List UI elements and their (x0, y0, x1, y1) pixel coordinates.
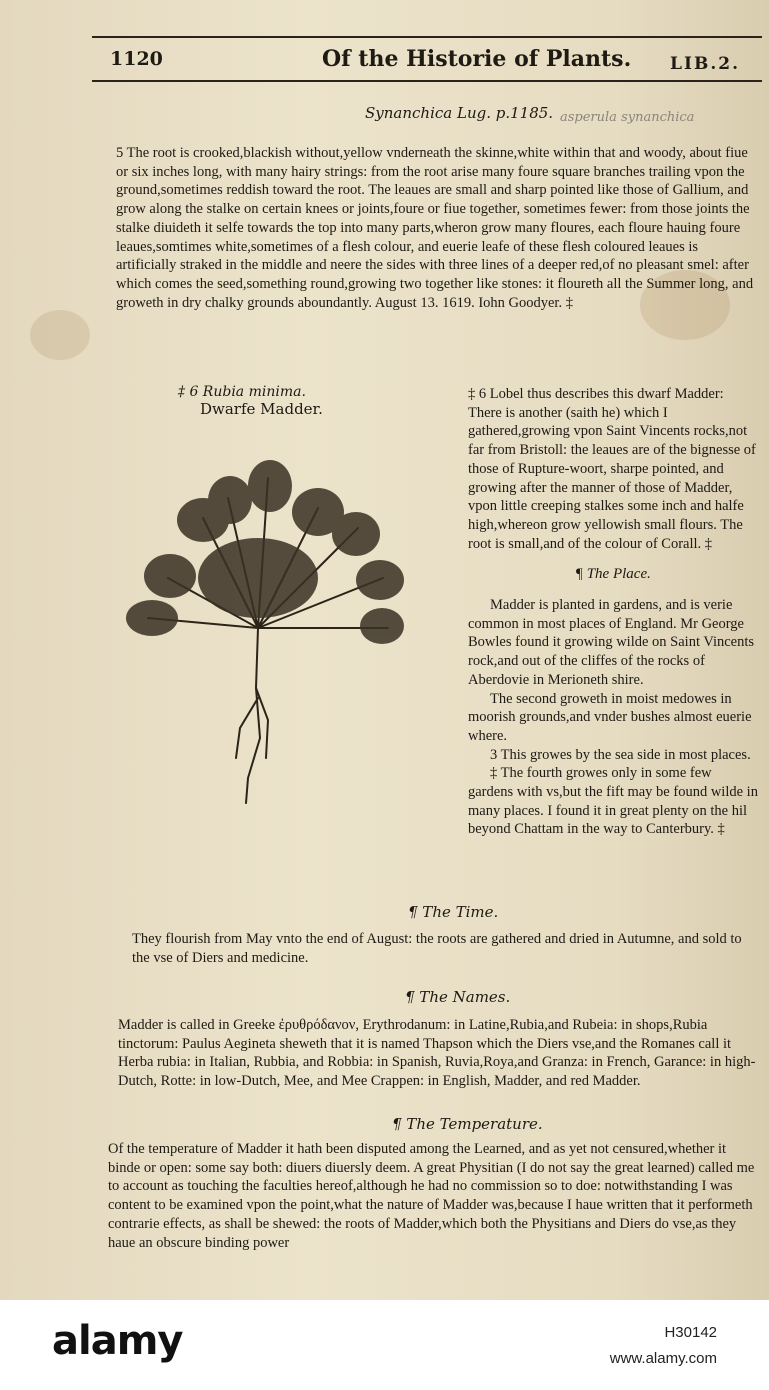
place-paragraph-3: 3 This growes by the sea side in most places. (490, 746, 751, 763)
image-id: H30142 (664, 1324, 717, 1341)
time-heading: ¶ The Time. (408, 903, 499, 921)
page-number: 1120 (110, 48, 163, 70)
caption-english: Dwarfe Madder. (200, 400, 323, 418)
place-paragraph-2: The second groweth in moist medowes in moorish grounds,and vnder bushes almost euerie where. (468, 690, 752, 744)
synonym-reference: Synanchica Lug. p.1185. (365, 104, 554, 122)
dwarf-madder-woodcut (108, 458, 408, 808)
place-heading: ¶ The Place. (575, 566, 651, 583)
names-heading: ¶ The Names. (405, 988, 511, 1006)
place-paragraph-1: Madder is planted in gardens, and is verie common in most places of England. Mr George Bowles found it growing wilde on Saint Vincents rock,and out of the cliffes of the rocks of Aberdovie in Merioneth shire. (468, 597, 755, 688)
page-header (92, 36, 762, 82)
paper-stain (30, 310, 90, 360)
running-title: Of the Historie of Plants. (322, 46, 632, 72)
time-paragraph: They flourish from May vnto the end of August: the roots are gathered and dried in Autumne, and sold to the vse of Diers and medicine. (132, 931, 742, 966)
site-url: www.alamy.com (609, 1350, 717, 1367)
temperature-paragraph: Of the temperature of Madder it hath been disputed among the Learned, and as yet not censured,whether it binde or open: some say both: diuers diuersly deem. A great Physitian (I do not say the great learned) called me to account as touching the faculties hereof,although he had no commission so to doe: notwithstanding I was content to be examined vpon the point,what the nature of Madder was,because I haue written that it performeth contrarie effects, as shall be shewed: the roots of Madder,which both the Physitians and Diers do vse,as they haue an obscure binding power (108, 1141, 755, 1251)
figure-caption (178, 384, 438, 418)
place-paragraph-4: ‡ The fourth growes only in some few gardens with vs,but the fift may be found wilde in many places. I found it in great plenty on the hil beyond Chattam in the way to Canterbury. ‡ (468, 765, 758, 838)
alamy-logo: alamy (52, 1318, 183, 1364)
right-column (468, 385, 758, 839)
stock-footer (0, 1300, 769, 1390)
section-5-paragraph: 5 The root is crooked,blackish without,yellow vnderneath the skinne,white within that and woody, about fiue or six inches long, with many hairy strings: from the root arise many foure square branches trailing vpon the ground,sometimes reddish toward the root. The leaues are small and sharp pointed like those of Gallium, and grow along the stalke on certain knees or joints,foure or fiue together, sometimes fewer: from those joints the stalke diuideth it selfe towards the top into many parts,wheron grow many floures, each floure hauing foure leaues,somtimes white,sometimes of a flesh colour, and euerie leafe of these flesh coloured leaues is artificially straked in the middle and neere the sides with three lines of a deeper red,of no pleasant smel: after which comes the seed,something round,growing two together like stones: it floureth all the Summer long, and groweth in dry chalky grounds aboundantly. August 13. 1619. Iohn Goodyer. ‡ (116, 145, 754, 311)
lobel-description: ‡ 6 Lobel thus describes this dwarf Madder: There is another (saith he) which I gathered,growing vpon Saint Vincents rocks,not far from Bristoll: the leaues are of the bignesse of those of Rupture-woort, sharpe pointed, and growing after the manner of those of Madder, vpon little creeping stalkes some inch and halfe high,whereon grow yellowish small flours. The root is small,and of the colour of Corall. ‡ (468, 386, 756, 552)
caption-latin: ‡ 6 Rubia minima. (178, 384, 306, 400)
temperature-heading: ¶ The Temperature. (392, 1115, 543, 1133)
handwritten-note: asperula synanchica (560, 110, 695, 125)
names-paragraph: Madder is called in Greeke ἐρυθρόδανον, Erythrodanum: in Latine,Rubia,and Rubeia: in shops,Rubia tinctorum: Paulus Aegineta sheweth that it is named Thapson which the Diers vse,and the Romanes call it Herba rubia: in Italian, Rubbia, and Robbia: in Spanish, Ruvia,Roya,and Granza: in French, Garance: in high-Dutch, Rotte: in low-Dutch, Mee, and Mee Crappen: in English, Madder, and red Madder. (118, 1017, 756, 1090)
book-number: LIB.2. (670, 54, 740, 74)
